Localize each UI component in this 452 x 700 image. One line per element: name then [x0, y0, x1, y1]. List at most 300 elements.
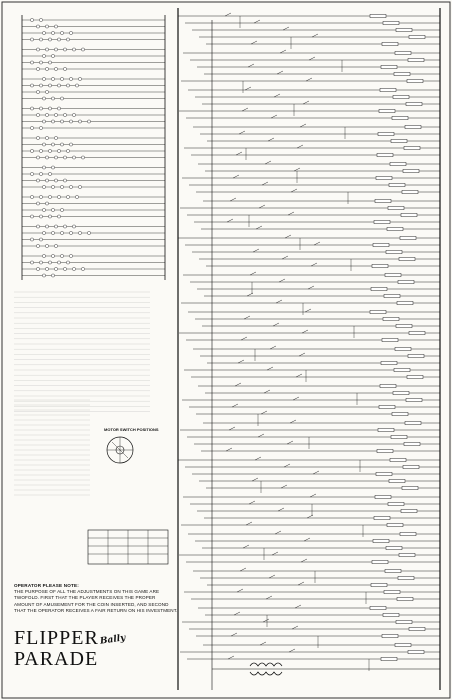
coil: [384, 294, 400, 297]
coil: [374, 516, 390, 519]
lamp: [66, 38, 69, 41]
lamp: [66, 195, 69, 198]
switch-contact: [296, 374, 302, 377]
lamp: [51, 97, 54, 100]
switch-contact: [272, 552, 278, 555]
lamp: [45, 225, 48, 228]
coil: [409, 331, 425, 334]
switch-contact: [285, 235, 291, 238]
coil: [395, 51, 411, 54]
coil: [372, 560, 388, 563]
lamp: [63, 113, 66, 116]
coil: [382, 634, 398, 637]
switch-contact: [299, 353, 305, 356]
switch-tables: [14, 292, 150, 495]
lamp: [57, 195, 60, 198]
lamp: [42, 166, 45, 169]
bally-logo: Bally: [99, 633, 127, 647]
coil: [376, 176, 392, 179]
lamp: [51, 31, 54, 34]
switch-contact: [235, 383, 241, 386]
coil: [379, 405, 395, 408]
lamp: [36, 67, 39, 70]
switch-contact: [270, 346, 276, 349]
lamp: [36, 179, 39, 182]
lamp: [51, 274, 54, 277]
lamp: [54, 113, 57, 116]
switch-contact: [277, 71, 283, 74]
lamp: [30, 149, 33, 152]
lamp: [72, 156, 75, 159]
coil: [395, 643, 411, 646]
coil: [381, 657, 397, 660]
lamp: [36, 48, 39, 51]
switch-contact: [261, 411, 267, 414]
lamp: [42, 31, 45, 34]
switch-contact: [295, 605, 301, 608]
switch-contact: [229, 427, 235, 430]
lamp: [54, 244, 57, 247]
lamp: [48, 261, 51, 264]
lamp: [78, 185, 81, 188]
lamp: [39, 215, 42, 218]
lamp: [51, 231, 54, 234]
switch-contact: [264, 390, 270, 393]
lamp: [69, 231, 72, 234]
lamp: [45, 67, 48, 70]
switch-contact: [245, 87, 251, 90]
coil: [381, 361, 397, 364]
lamp: [30, 126, 33, 129]
operator-note: [14, 583, 189, 614]
lamp: [36, 25, 39, 28]
lamp: [48, 107, 51, 110]
lamp: [72, 267, 75, 270]
switch-contact: [225, 13, 231, 16]
switch-contact: [297, 145, 303, 148]
coil: [375, 199, 391, 202]
switch-contact: [281, 485, 287, 488]
switch-contact: [265, 161, 271, 164]
coil: [382, 42, 398, 45]
game-title-line1: FLIPPER: [14, 627, 99, 649]
switch-contact: [243, 545, 249, 548]
switch-contact: [236, 152, 242, 155]
lamp: [48, 84, 51, 87]
lamp: [42, 97, 45, 100]
switch-contact: [290, 420, 296, 423]
coil: [370, 310, 386, 313]
switch-contact: [280, 50, 286, 53]
lamp: [57, 149, 60, 152]
coil: [378, 132, 394, 135]
lamp: [75, 195, 78, 198]
coil: [402, 190, 418, 193]
lamp: [60, 143, 63, 146]
coil: [405, 125, 421, 128]
switch-contact: [291, 189, 297, 192]
switch-contact: [274, 94, 280, 97]
coil: [380, 88, 396, 91]
lamp: [30, 107, 33, 110]
coil: [383, 317, 399, 320]
coil: [383, 613, 399, 616]
lamp: [30, 18, 33, 21]
lamp: [42, 143, 45, 146]
lamp: [51, 77, 54, 80]
lamp: [66, 84, 69, 87]
coil: [399, 257, 415, 260]
operator-note-heading: OPERATOR PLEASE NOTE:: [14, 583, 80, 588]
coil: [376, 472, 392, 475]
transformer: [212, 663, 440, 675]
switch-contact: [312, 34, 318, 37]
switch-contact: [230, 198, 236, 201]
lamp: [57, 107, 60, 110]
coil: [409, 627, 425, 630]
switch-contact: [306, 78, 312, 81]
lamp: [51, 120, 54, 123]
switch-contact: [276, 300, 282, 303]
coil: [399, 553, 415, 556]
lamp: [54, 67, 57, 70]
lamp: [72, 48, 75, 51]
coil: [380, 384, 396, 387]
switch-contact: [314, 242, 320, 245]
coil: [397, 597, 413, 600]
switch-contact: [293, 397, 299, 400]
coil: [370, 606, 386, 609]
lamp: [39, 172, 42, 175]
coil: [394, 72, 410, 75]
operator-note-line: THAT THE OPERATOR RECEIVES A FAIR RETURN ON HIS INVESTMENT.: [14, 607, 178, 613]
lamp: [87, 120, 90, 123]
coil: [387, 227, 403, 230]
coil: [384, 590, 400, 593]
coil: [408, 650, 424, 653]
lamp: [81, 267, 84, 270]
lamp: [72, 113, 75, 116]
switch-contact: [248, 64, 254, 67]
coil: [390, 162, 406, 165]
lamp: [63, 156, 66, 159]
lamp: [63, 67, 66, 70]
coil: [408, 354, 424, 357]
switch-contact: [288, 212, 294, 215]
lamp: [60, 208, 63, 211]
switch-contact: [301, 559, 307, 562]
coil: [404, 442, 420, 445]
coil: [386, 546, 402, 549]
lamp: [39, 261, 42, 264]
coil: [406, 102, 422, 105]
lamp: [60, 231, 63, 234]
lamp: [78, 77, 81, 80]
coil: [401, 213, 417, 216]
coil: [403, 465, 419, 468]
lamp: [42, 254, 45, 257]
lamp: [30, 172, 33, 175]
switch-contact: [298, 582, 304, 585]
coil: [397, 301, 413, 304]
coil: [378, 428, 394, 431]
switch-contact: [242, 108, 248, 111]
lamp: [39, 38, 42, 41]
lamp-rows: [22, 18, 165, 277]
lamp: [69, 77, 72, 80]
coil: [371, 583, 387, 586]
lamp: [51, 185, 54, 188]
lamp: [69, 185, 72, 188]
switch-contact: [254, 20, 260, 23]
switch-contact: [262, 182, 268, 185]
switch-contact: [239, 131, 245, 134]
switch-contact: [275, 531, 281, 534]
lamp: [48, 172, 51, 175]
switch-contact: [279, 279, 285, 282]
coil: [392, 412, 408, 415]
lamp: [45, 136, 48, 139]
lamp: [69, 31, 72, 34]
coil: [402, 486, 418, 489]
coil: [377, 449, 393, 452]
lamp: [69, 254, 72, 257]
lamp: [69, 143, 72, 146]
lamp: [66, 261, 69, 264]
lamp: [48, 61, 51, 64]
switch-contact: [256, 226, 262, 229]
lamp: [42, 54, 45, 57]
lamp: [30, 261, 33, 264]
coil: [371, 287, 387, 290]
switch-contact: [310, 494, 316, 497]
switch-contact: [266, 596, 272, 599]
lamp: [60, 97, 63, 100]
coil: [396, 620, 412, 623]
game-title-line2: PARADE: [14, 648, 99, 670]
lamp: [36, 90, 39, 93]
lamp: [69, 120, 72, 123]
lamp: [60, 185, 63, 188]
switch-contact: [260, 642, 266, 645]
switch-contact: [228, 656, 234, 659]
lamp: [45, 90, 48, 93]
switch-contact: [233, 175, 239, 178]
coil: [409, 35, 425, 38]
coil: [407, 79, 423, 82]
lamp: [60, 120, 63, 123]
switch-contact: [253, 249, 259, 252]
coil: [389, 479, 405, 482]
switch-contact: [268, 138, 274, 141]
switch-contact: [246, 522, 252, 525]
switch-contact: [227, 219, 233, 222]
lamp: [39, 149, 42, 152]
coil: [389, 183, 405, 186]
switch-contact: [234, 612, 240, 615]
switch-contact: [282, 256, 288, 259]
switch-contact: [308, 286, 314, 289]
switch-contact: [252, 478, 258, 481]
lamp: [57, 215, 60, 218]
coil: [393, 95, 409, 98]
adjustment-table: [88, 530, 168, 564]
lamp: [36, 202, 39, 205]
coil: [393, 391, 409, 394]
switch-contact: [311, 263, 317, 266]
lamp: [42, 77, 45, 80]
coil: [385, 273, 401, 276]
switch-contact: [247, 293, 253, 296]
coil: [379, 109, 395, 112]
switch-contact: [244, 316, 250, 319]
lamp: [36, 244, 39, 247]
switch-contact: [304, 538, 310, 541]
coil: [394, 368, 410, 371]
lamp: [51, 54, 54, 57]
motor-switch-diagram: [107, 437, 133, 463]
lamp: [57, 261, 60, 264]
coil: [381, 65, 397, 68]
lamp: [63, 267, 66, 270]
switch-contact: [271, 115, 277, 118]
coil: [392, 116, 408, 119]
lamp: [39, 107, 42, 110]
coil: [396, 324, 412, 327]
coil: [404, 146, 420, 149]
switch-contact: [259, 205, 265, 208]
lamp: [45, 48, 48, 51]
switch-contact: [250, 272, 256, 275]
coil: [386, 250, 402, 253]
lamp: [30, 84, 33, 87]
switch-contact: [283, 27, 289, 30]
lamp: [54, 179, 57, 182]
coil: [387, 523, 403, 526]
switch-contact: [302, 330, 308, 333]
lamp: [72, 225, 75, 228]
coil: [372, 264, 388, 267]
game-title: [14, 628, 99, 670]
switch-contact: [232, 404, 238, 407]
lamp: [60, 77, 63, 80]
lamp: [51, 143, 54, 146]
coil: [373, 243, 389, 246]
switch-contact: [249, 501, 255, 504]
lamp: [42, 274, 45, 277]
operator-note-line: TWOFOLD. FIRST THAT THE PLAYER RECEIVES THE PROPER: [14, 595, 156, 601]
lamp: [42, 231, 45, 234]
coil: [370, 14, 386, 17]
lamp: [30, 195, 33, 198]
lamp: [87, 231, 90, 234]
lamp: [45, 179, 48, 182]
coil: [408, 58, 424, 61]
switch-contact: [241, 337, 247, 340]
lamp: [36, 267, 39, 270]
lamp: [66, 149, 69, 152]
lamp: [30, 61, 33, 64]
switch-contact: [292, 626, 298, 629]
coil: [403, 169, 419, 172]
coil: [407, 375, 423, 378]
lamp: [54, 156, 57, 159]
lamp: [42, 120, 45, 123]
lamp: [48, 38, 51, 41]
coil: [374, 220, 390, 223]
coil: [395, 347, 411, 350]
lamp: [45, 113, 48, 116]
coil: [391, 435, 407, 438]
switch-contact: [238, 360, 244, 363]
lamp: [45, 202, 48, 205]
coil: [398, 576, 414, 579]
lamp: [45, 25, 48, 28]
lamp: [45, 156, 48, 159]
lamp: [81, 48, 84, 51]
lamp: [39, 195, 42, 198]
lamp: [63, 48, 66, 51]
coil: [398, 280, 414, 283]
lamp: [48, 149, 51, 152]
switch-contact: [273, 323, 279, 326]
lamp: [48, 195, 51, 198]
coil: [406, 398, 422, 401]
motor-switch-label: MOTOR SWITCH POSITIONS: [104, 427, 159, 432]
switch-contact: [287, 441, 293, 444]
lamp: [57, 84, 60, 87]
lamp: [39, 126, 42, 129]
lamp: [42, 185, 45, 188]
lamp: [39, 84, 42, 87]
lamp: [45, 267, 48, 270]
lamp: [54, 48, 57, 51]
lamp: [51, 166, 54, 169]
coil: [390, 458, 406, 461]
switch-contact: [231, 633, 237, 636]
lamp: [63, 179, 66, 182]
switch-contact: [226, 448, 232, 451]
coil: [388, 206, 404, 209]
switch-contact: [267, 367, 273, 370]
switch-contact: [294, 168, 300, 171]
lamp: [48, 215, 51, 218]
lamp: [63, 225, 66, 228]
switch-contact: [289, 649, 295, 652]
lamp: [60, 254, 63, 257]
lamp: [60, 31, 63, 34]
switch-contact: [278, 508, 284, 511]
switch-contact: [269, 575, 275, 578]
lamp: [51, 208, 54, 211]
coil: [373, 539, 389, 542]
lamp: [39, 238, 42, 241]
switch-contact: [255, 457, 261, 460]
lamp: [51, 254, 54, 257]
lamp: [54, 25, 57, 28]
operator-note-line: THE PURPOSE OF ALL THE ADJUSTMENTS ON THIS GAME ARE: [14, 589, 160, 595]
coil: [375, 495, 391, 498]
lamp: [78, 120, 81, 123]
lamp: [36, 113, 39, 116]
lamp: [39, 61, 42, 64]
lamp: [81, 156, 84, 159]
lamp: [36, 225, 39, 228]
switch-contact: [309, 57, 315, 60]
lamp: [57, 38, 60, 41]
lamp: [30, 215, 33, 218]
lamp: [39, 18, 42, 21]
